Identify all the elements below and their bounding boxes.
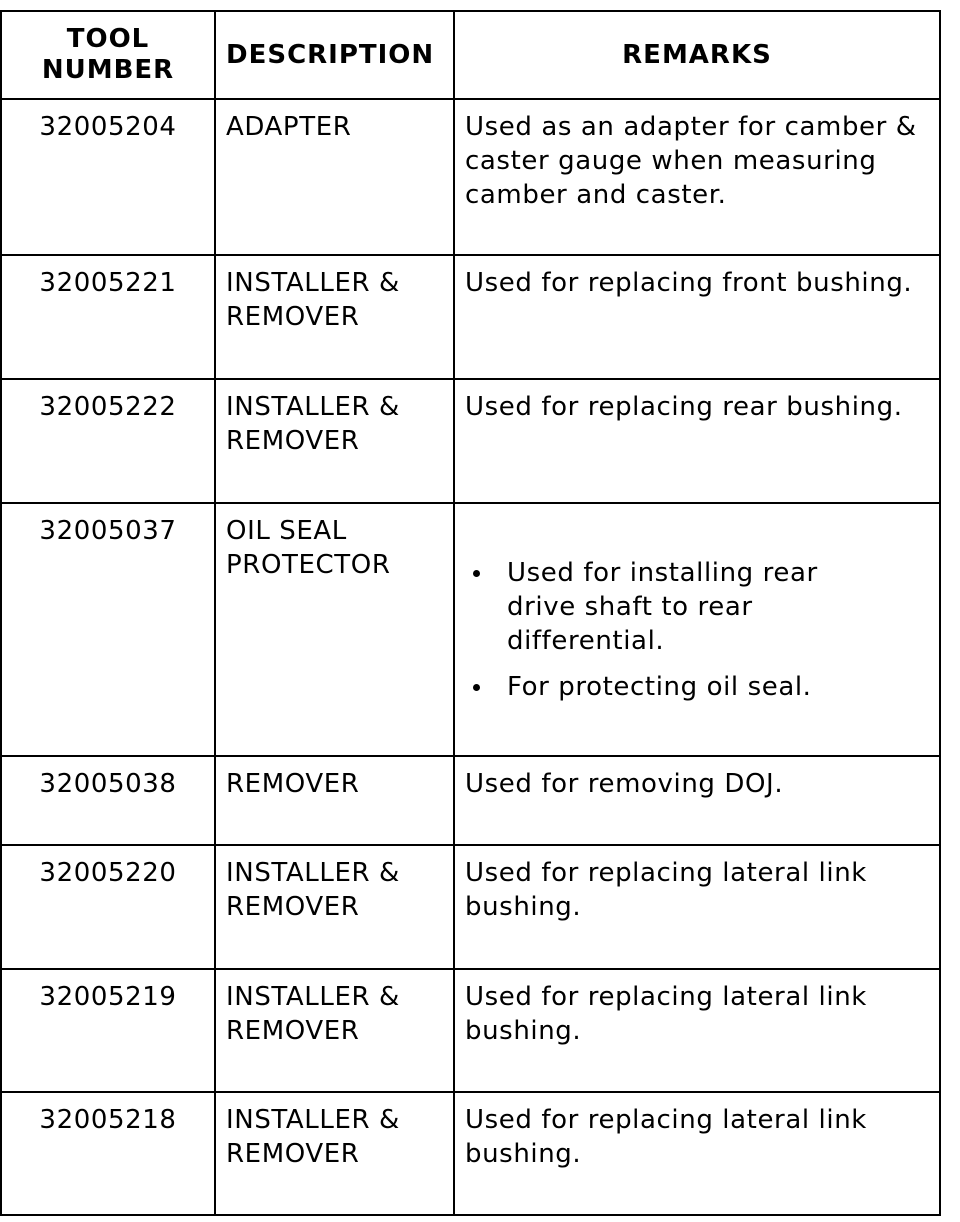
header-tool-number-line2: NUMBER (41, 55, 175, 85)
description-line: OIL SEAL (226, 516, 347, 546)
remarks-line: Used for replacing lateral link (465, 982, 867, 1012)
table-row (1, 99, 940, 255)
tool-number-cell: 32005218 (1, 1092, 215, 1215)
remarks-bullet-list (465, 556, 933, 704)
tool-number-cell: 32005037 (1, 503, 215, 756)
remarks-line: Used for removing DOJ. (465, 769, 784, 799)
tool-number-cell: 32005204 (1, 99, 215, 255)
bullet-dot-icon (473, 684, 480, 691)
remarks-bullet-item (465, 670, 933, 704)
remarks-bullet-line: Used for installing rear (507, 558, 818, 588)
bullet-dot-icon (473, 570, 480, 577)
table-header (1, 11, 940, 99)
remarks-line: bushing. (465, 892, 582, 922)
tool-number-cell: 32005221 (1, 255, 215, 379)
description-line: ADAPTER (226, 112, 352, 142)
table-row (1, 379, 940, 503)
description-cell (215, 969, 454, 1092)
description-line: REMOVER (226, 769, 360, 799)
special-tools-table (0, 10, 941, 1216)
table-row (1, 845, 940, 969)
description-cell (215, 845, 454, 969)
description-cell (215, 1092, 454, 1215)
tool-number-cell: 32005219 (1, 969, 215, 1092)
remarks-cell (454, 1092, 940, 1215)
remarks-line: bushing. (465, 1139, 582, 1169)
description-line: INSTALLER & (226, 392, 400, 422)
remarks-cell (454, 99, 940, 255)
table-row (1, 969, 940, 1092)
tool-number-cell: 32005038 (1, 756, 215, 845)
header-row (1, 11, 940, 99)
description-line: REMOVER (226, 1139, 360, 1169)
header-tool-number-line1: TOOL (66, 24, 150, 54)
remarks-cell (454, 756, 940, 845)
table-row (1, 1092, 940, 1215)
remarks-line: Used as an adapter for camber & (465, 112, 917, 142)
description-line: INSTALLER & (226, 858, 400, 888)
remarks-line: camber and caster. (465, 180, 727, 210)
header-tool-number (1, 11, 215, 99)
remarks-cell (454, 379, 940, 503)
remarks-bullet-item (465, 556, 933, 658)
remarks-line: caster gauge when measuring (465, 146, 877, 176)
remarks-line: Used for replacing lateral link (465, 858, 867, 888)
description-cell (215, 379, 454, 503)
remarks-cell (454, 845, 940, 969)
remarks-line: bushing. (465, 1016, 582, 1046)
remarks-bullet-line: differential. (507, 626, 665, 656)
table-body (1, 99, 940, 1215)
remarks-line: Used for replacing rear bushing. (465, 392, 903, 422)
description-line: INSTALLER & (226, 1105, 400, 1135)
tool-number-cell: 32005220 (1, 845, 215, 969)
description-cell (215, 255, 454, 379)
remarks-cell (454, 969, 940, 1092)
header-description: DESCRIPTION (215, 11, 454, 99)
description-line: REMOVER (226, 892, 360, 922)
table-row (1, 756, 940, 845)
header-remarks: REMARKS (454, 11, 940, 99)
description-line: INSTALLER & (226, 982, 400, 1012)
description-line: REMOVER (226, 426, 360, 456)
remarks-line: Used for replacing front bushing. (465, 268, 913, 298)
description-line: REMOVER (226, 1016, 360, 1046)
remarks-line: Used for replacing lateral link (465, 1105, 867, 1135)
remarks-cell (454, 503, 940, 756)
remarks-cell (454, 255, 940, 379)
description-line: REMOVER (226, 302, 360, 332)
description-line: INSTALLER & (226, 268, 400, 298)
tool-number-cell: 32005222 (1, 379, 215, 503)
description-cell (215, 503, 454, 756)
table-row (1, 255, 940, 379)
description-cell (215, 756, 454, 845)
remarks-bullet-line: For protecting oil seal. (507, 672, 812, 702)
description-line: PROTECTOR (226, 550, 391, 580)
table-row (1, 503, 940, 756)
remarks-bullet-line: drive shaft to rear (507, 592, 753, 622)
description-cell (215, 99, 454, 255)
